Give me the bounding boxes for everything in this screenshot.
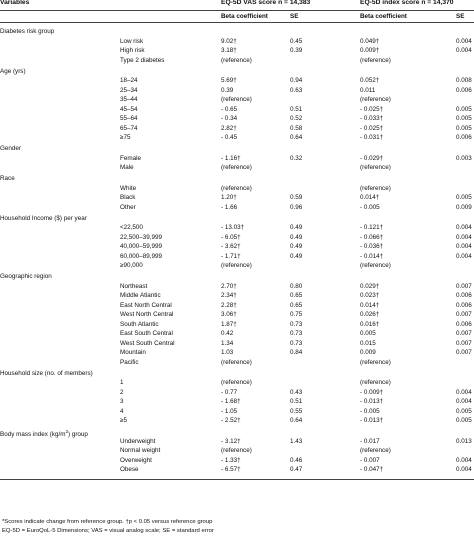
vas-beta-cell: (reference) xyxy=(221,379,252,386)
index-beta-cell: (reference) xyxy=(360,164,391,171)
row-label: 55–64 xyxy=(120,115,138,122)
index-se-cell: 0.007 xyxy=(456,282,472,290)
row-label: Middle Atlantic xyxy=(120,292,161,299)
vas-beta-cell: - 1.16† xyxy=(221,154,241,162)
table-row xyxy=(0,252,474,262)
index-beta-cell: - 0.013† xyxy=(360,398,384,405)
section-title-text: Body mass index (kg/m xyxy=(0,431,66,439)
section-title: Race xyxy=(0,175,15,182)
row-label: 65–74 xyxy=(120,124,138,132)
section-header xyxy=(0,427,474,437)
index-score-header: EQ-5D index score n = 14,370 xyxy=(360,0,454,6)
section-header xyxy=(0,144,474,154)
section-header xyxy=(0,174,474,184)
index-se-cell: 0.004 xyxy=(456,398,472,405)
vas-se-cell: 0.73 xyxy=(290,320,303,328)
index-se-cell: 0.004 xyxy=(456,456,472,464)
table-row xyxy=(0,291,474,301)
table-row xyxy=(0,114,474,124)
row-label: Pacific xyxy=(120,358,139,366)
row-label: White xyxy=(120,184,137,192)
row-label: 60,000–89,999 xyxy=(120,252,163,260)
vas-beta-cell: 1.87† xyxy=(221,320,237,328)
table-row xyxy=(0,56,474,66)
vas-beta-cell: (reference) xyxy=(221,164,252,171)
table-row xyxy=(0,416,474,426)
table-row xyxy=(0,407,474,417)
subheader-row xyxy=(0,11,474,22)
vas-se-cell: 0.47 xyxy=(290,466,303,473)
index-beta-cell: - 0.007 xyxy=(360,456,380,464)
index-se-cell: 0.004 xyxy=(456,37,472,45)
table-row xyxy=(0,378,474,388)
index-beta-cell: - 0.066† xyxy=(360,233,384,241)
table-row xyxy=(0,37,474,47)
vas-se-cell: 0.59 xyxy=(290,194,303,201)
index-beta-cell: 0.049† xyxy=(360,37,380,45)
vas-se-cell: 0.65 xyxy=(290,301,303,309)
section-title: Geographic region xyxy=(0,273,52,280)
vas-se-cell: 0.55 xyxy=(290,407,303,415)
vas-beta-cell: - 1.66 xyxy=(221,203,238,211)
index-beta-cell: (reference) xyxy=(360,56,391,64)
footnote-1: *Scores indicate change from reference group. †p < 0.05 versus reference group xyxy=(2,519,213,525)
table-header-row xyxy=(0,0,474,10)
index-beta-cell: - 0.036† xyxy=(360,243,384,250)
index-se-cell: 0.004 xyxy=(456,47,472,54)
index-se-cell: 0.007 xyxy=(456,349,472,356)
vas-beta-cell: (reference) xyxy=(221,96,252,103)
vas-beta-cell: - 0.77 xyxy=(221,388,238,396)
vas-beta-cell: (reference) xyxy=(221,56,252,64)
section-title: Gender xyxy=(0,145,22,152)
index-beta-cell: - 0.013† xyxy=(360,417,384,424)
vas-beta-cell: - 6.57† xyxy=(221,466,241,473)
vas-beta-cell: 5.69† xyxy=(221,77,237,84)
vas-beta-cell: - 0.34 xyxy=(221,115,238,122)
table-row xyxy=(0,184,474,194)
vas-beta-cell: (reference) xyxy=(221,447,252,454)
row-label: South Atlantic xyxy=(120,320,159,328)
table-row xyxy=(0,446,474,456)
index-beta-cell: 0.016† xyxy=(360,320,380,328)
vas-beta-cell: 2.34† xyxy=(221,292,237,299)
vas-se-cell: 0.94 xyxy=(290,77,303,84)
vas-beta-cell: - 0.45 xyxy=(221,134,238,141)
index-beta-cell: 0.023† xyxy=(360,292,380,299)
vas-beta-cell: - 1.71† xyxy=(221,252,241,260)
index-se-cell: 0.004 xyxy=(456,224,472,231)
index-beta-cell: - 0.121† xyxy=(360,224,384,231)
index-beta-cell: (reference) xyxy=(360,96,391,103)
table-row xyxy=(0,203,474,213)
table-row xyxy=(0,358,474,368)
index-se-cell: 0.005 xyxy=(456,115,472,122)
index-se-cell: 0.013 xyxy=(456,437,472,445)
index-beta-cell: - 0.005 xyxy=(360,203,380,211)
index-beta-cell: - 0.025† xyxy=(360,124,384,132)
row-label: 1 xyxy=(120,379,124,386)
row-label: Other xyxy=(120,203,136,211)
section-title: Diabetes risk group xyxy=(0,28,55,35)
footnote-2: EQ-5D = EuroQoL-5 Dimensions; VAS = visual analog scale; SE = standard error xyxy=(2,528,214,534)
row-label: 22,500–39,999 xyxy=(120,233,163,241)
table-body xyxy=(0,27,474,475)
index-se-cell: 0.004 xyxy=(456,466,472,473)
table-row xyxy=(0,154,474,164)
table-row xyxy=(0,223,474,233)
vas-beta-cell: 9.02† xyxy=(221,37,237,45)
index-beta-cell: - 0.009† xyxy=(360,388,384,396)
vas-beta-cell: 1.20† xyxy=(221,194,237,201)
table-row xyxy=(0,233,474,243)
vas-beta-cell: - 0.65 xyxy=(221,105,238,113)
index-beta-cell: - 0.029† xyxy=(360,154,384,162)
vas-beta-cell: - 1.33† xyxy=(221,456,241,464)
row-label: West South Central xyxy=(120,339,175,347)
vas-score-header: EQ-5D VAS score n = 14,383 xyxy=(221,0,311,6)
table-row xyxy=(0,320,474,330)
index-beta-cell: (reference) xyxy=(360,184,391,192)
row-label: 2 xyxy=(120,388,124,396)
index-beta-cell: (reference) xyxy=(360,379,391,386)
row-label: West North Central xyxy=(120,311,174,318)
vas-se-cell: 0.65 xyxy=(290,292,303,299)
index-beta-cell: 0.014† xyxy=(360,194,380,201)
vas-se-cell: 0.58 xyxy=(290,124,303,132)
variables-header: Variables xyxy=(0,0,30,6)
table-row xyxy=(0,261,474,271)
row-label: Male xyxy=(120,164,134,171)
index-se-cell: 0.007 xyxy=(456,330,472,337)
vas-se-cell: 0.49 xyxy=(290,243,303,250)
table-row xyxy=(0,301,474,311)
section-header xyxy=(0,27,474,37)
row-label: ≥5 xyxy=(120,417,127,424)
index-se-cell: 0.004 xyxy=(456,252,472,260)
row-label: Mountain xyxy=(120,349,146,356)
index-se-cell: 0.007 xyxy=(456,311,472,318)
index-se-cell: 0.006 xyxy=(456,134,472,141)
vas-se-cell: 0.43 xyxy=(290,388,303,396)
row-label: Obese xyxy=(120,466,139,473)
row-label: 40,000–59,999 xyxy=(120,243,163,250)
vas-se-cell: 0.84 xyxy=(290,349,303,356)
table-row xyxy=(0,329,474,339)
vas-se-cell: 0.63 xyxy=(290,86,303,94)
section-header xyxy=(0,214,474,224)
table-row xyxy=(0,388,474,398)
vas-se-header: SE xyxy=(290,13,299,20)
index-beta-cell: 0.005 xyxy=(360,330,376,337)
index-beta-cell: 0.009 xyxy=(360,349,376,356)
vas-se-cell: 0.80 xyxy=(290,282,303,290)
row-label: Low risk xyxy=(120,37,144,45)
table-row xyxy=(0,76,474,86)
index-se-cell: 0.004 xyxy=(456,233,472,241)
vas-se-cell: 0.73 xyxy=(290,330,303,337)
row-label: 18–24 xyxy=(120,77,138,84)
vas-se-cell: 0.49 xyxy=(290,252,303,260)
table-row xyxy=(0,105,474,115)
row-label: High risk xyxy=(120,47,145,54)
table-row xyxy=(0,133,474,143)
section-title-suffix: ) group xyxy=(67,431,88,439)
vas-beta-header: Beta coefficient xyxy=(221,13,268,20)
vas-se-cell: 0.52 xyxy=(290,115,303,122)
index-beta-cell: 0.014† xyxy=(360,301,380,309)
index-beta-cell: (reference) xyxy=(360,358,391,366)
index-se-header: SE xyxy=(456,13,465,20)
section-header xyxy=(0,67,474,77)
table-row xyxy=(0,465,474,475)
table-row xyxy=(0,163,474,173)
vas-se-cell: 0.45 xyxy=(290,37,303,45)
row-label: Underweight xyxy=(120,437,156,445)
vas-beta-cell: - 2.52† xyxy=(221,417,241,424)
vas-beta-cell: - 1.68† xyxy=(221,398,241,405)
vas-beta-cell: (reference) xyxy=(221,358,252,366)
table-row xyxy=(0,86,474,96)
vas-se-cell: 0.49 xyxy=(290,233,303,241)
row-label: Black xyxy=(120,194,136,201)
row-label: <22,500 xyxy=(120,224,143,231)
row-label: Northeast xyxy=(120,282,148,290)
vas-se-cell: 0.49 xyxy=(290,224,303,231)
index-se-cell: 0.009 xyxy=(456,203,472,211)
vas-beta-cell: 2.82† xyxy=(221,124,237,132)
row-label: 25–34 xyxy=(120,86,138,94)
vas-beta-cell: 3.06† xyxy=(221,311,237,318)
section-title: Age (yrs) xyxy=(0,67,26,75)
index-beta-cell: (reference) xyxy=(360,447,391,454)
vas-se-cell: 0.32 xyxy=(290,154,303,162)
row-label: ≥75 xyxy=(120,134,131,141)
index-se-cell: 0.004 xyxy=(456,388,472,396)
row-label: Overweight xyxy=(120,456,152,464)
vas-beta-cell: (reference) xyxy=(221,262,252,269)
index-beta-cell: 0.009† xyxy=(360,47,380,54)
index-se-cell: 0.005 xyxy=(456,194,472,201)
index-beta-cell: 0.011 xyxy=(360,86,376,94)
index-se-cell: 0.004 xyxy=(456,243,472,250)
table-row xyxy=(0,124,474,134)
index-beta-cell: 0.026† xyxy=(360,311,380,318)
vas-beta-cell: - 1.05 xyxy=(221,407,238,415)
index-se-cell: 0.005 xyxy=(456,105,472,113)
row-label: ≥90,000 xyxy=(120,262,143,269)
table-row xyxy=(0,193,474,203)
table-row xyxy=(0,46,474,56)
index-se-cell: 0.008 xyxy=(456,77,472,84)
vas-beta-cell: 0.42 xyxy=(221,330,234,337)
row-label: Type 2 diabetes xyxy=(120,56,165,64)
vas-se-cell: 0.73 xyxy=(290,339,303,347)
vas-se-cell: 0.96 xyxy=(290,203,303,211)
vas-se-cell: 0.39 xyxy=(290,47,303,54)
index-se-cell: 0.006 xyxy=(456,86,472,94)
index-se-cell: 0.005 xyxy=(456,407,472,415)
table-row xyxy=(0,456,474,466)
table-row xyxy=(0,282,474,292)
vas-beta-cell: 1.03 xyxy=(221,349,234,356)
vas-se-cell: 0.51 xyxy=(290,105,303,113)
vas-beta-cell: - 3.12† xyxy=(221,437,241,445)
vas-beta-cell: 2.70† xyxy=(221,282,237,290)
vas-se-cell: 0.64 xyxy=(290,134,303,141)
table-row xyxy=(0,339,474,349)
row-label: 3 xyxy=(120,398,124,405)
row-label: Female xyxy=(120,154,141,162)
vas-beta-cell: 1.34 xyxy=(221,339,234,347)
vas-beta-cell: 2.28† xyxy=(221,301,237,309)
table-row xyxy=(0,397,474,407)
index-beta-cell: 0.015 xyxy=(360,339,376,347)
table-row xyxy=(0,310,474,320)
index-beta-cell: 0.052† xyxy=(360,77,380,84)
vas-beta-cell: 0.39 xyxy=(221,86,234,94)
table-row xyxy=(0,242,474,252)
index-beta-cell: - 0.017 xyxy=(360,437,380,445)
vas-se-cell: 1.43 xyxy=(290,437,303,445)
vas-beta-cell: (reference) xyxy=(221,184,252,192)
row-label: 35–44 xyxy=(120,96,138,103)
index-beta-cell: (reference) xyxy=(360,262,391,269)
index-se-cell: 0.005 xyxy=(456,124,472,132)
section-header xyxy=(0,369,474,379)
row-label: 4 xyxy=(120,407,124,415)
vas-se-cell: 0.75 xyxy=(290,311,303,318)
index-beta-cell: - 0.033† xyxy=(360,115,384,122)
index-beta-cell: - 0.047† xyxy=(360,466,384,473)
index-beta-cell: 0.029† xyxy=(360,282,380,290)
row-label: 45–54 xyxy=(120,105,138,113)
section-title: Household Income ($) per year xyxy=(0,214,87,222)
index-se-cell: 0.006 xyxy=(456,320,472,328)
index-beta-cell: - 0.025† xyxy=(360,105,384,113)
index-beta-cell: - 0.005 xyxy=(360,407,380,415)
vas-beta-cell: - 13.03† xyxy=(221,224,245,231)
table-row xyxy=(0,95,474,105)
table-row xyxy=(0,348,474,358)
index-se-cell: 0.006 xyxy=(456,292,472,299)
index-beta-cell: - 0.014† xyxy=(360,252,384,260)
vas-se-cell: 0.46 xyxy=(290,456,303,464)
vas-se-cell: 0.64 xyxy=(290,417,303,424)
index-se-cell: 0.003 xyxy=(456,154,472,162)
row-label: Normal weight xyxy=(120,447,161,454)
table-row xyxy=(0,437,474,447)
index-se-cell: 0.007 xyxy=(456,339,472,347)
vas-se-cell: 0.51 xyxy=(290,398,303,405)
section-header xyxy=(0,272,474,282)
vas-beta-cell: - 3.62† xyxy=(221,243,241,250)
table-bottom-rule xyxy=(0,479,474,480)
index-beta-header: Beta coefficient xyxy=(360,13,407,20)
row-label: East South Central xyxy=(120,330,173,337)
row-label: East North Central xyxy=(120,301,172,309)
vas-beta-cell: 3.18† xyxy=(221,47,237,54)
section-title-superscript: 2 xyxy=(65,429,68,434)
index-se-cell: 0.006 xyxy=(456,301,472,309)
section-title: Household size (no. of members) xyxy=(0,369,93,377)
index-se-cell: 0.005 xyxy=(456,417,472,424)
vas-beta-cell: - 6.05† xyxy=(221,233,241,241)
index-beta-cell: - 0.031† xyxy=(360,134,384,141)
